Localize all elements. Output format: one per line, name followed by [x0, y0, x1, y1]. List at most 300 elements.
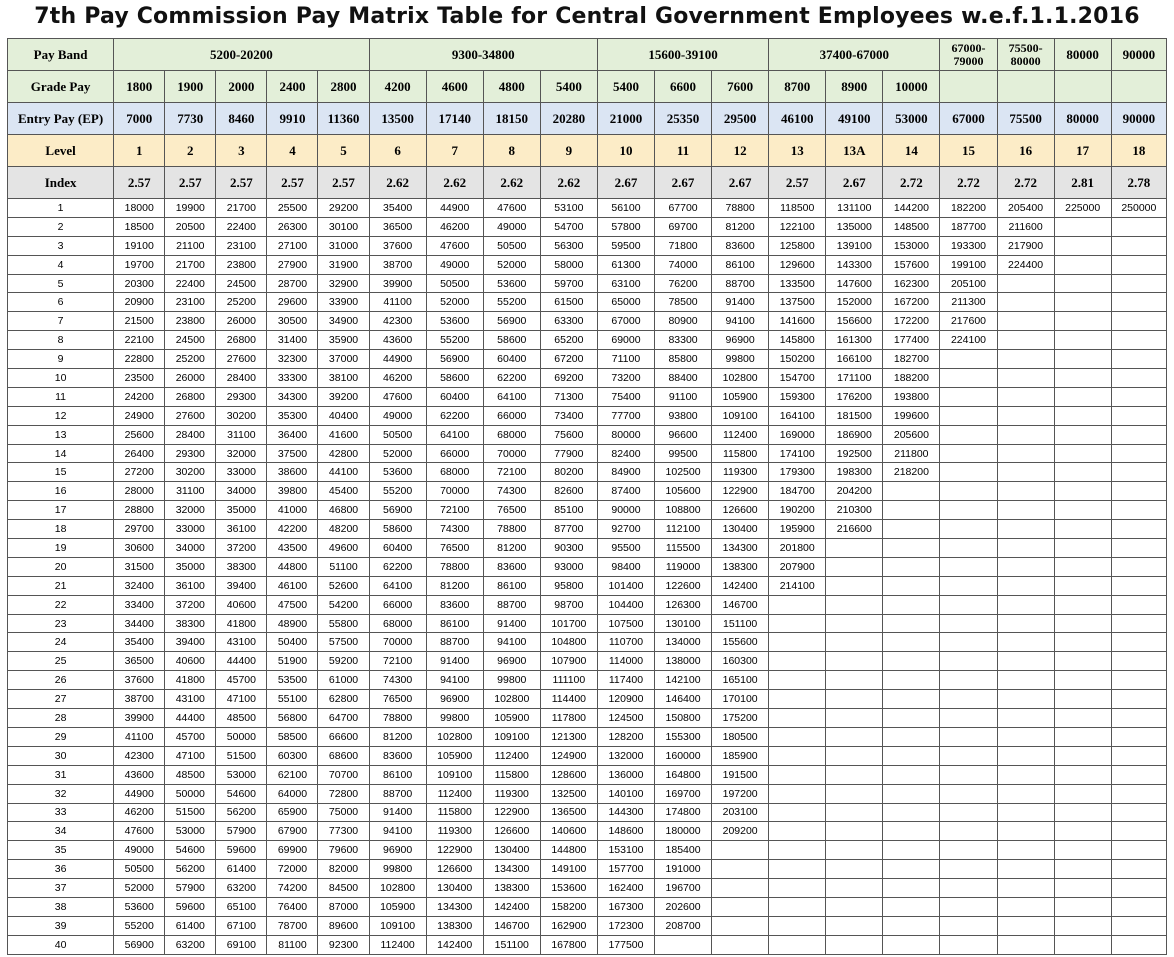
- pay-cell: 112400: [369, 935, 426, 954]
- pay-cell: 24500: [165, 331, 216, 350]
- pay-cell: 107500: [597, 614, 654, 633]
- pay-cell: 44400: [165, 709, 216, 728]
- pay-cell: 19100: [114, 236, 165, 255]
- pay-cell: 210300: [826, 501, 883, 520]
- pay-cell: 34000: [216, 482, 267, 501]
- pay-cell: [883, 822, 940, 841]
- pay-cell: 59700: [540, 274, 597, 293]
- pay-cell: 26400: [114, 444, 165, 463]
- pay-cell: [1111, 690, 1166, 709]
- pay-cell: 21700: [165, 255, 216, 274]
- pay-cell: [712, 916, 769, 935]
- grade-pay-row: [8, 71, 1167, 103]
- pay-cell: [1054, 255, 1111, 274]
- pay-cell: [883, 614, 940, 633]
- pay-cell: 44400: [216, 652, 267, 671]
- pay-cell: 99800: [712, 350, 769, 369]
- pay-cell: [997, 935, 1054, 954]
- pay-cell: 18500: [114, 217, 165, 236]
- table-row: [8, 387, 1167, 406]
- pay-cell: 36500: [114, 652, 165, 671]
- pay-cell: [769, 652, 826, 671]
- pay-cell: [1111, 822, 1166, 841]
- pay-cell: [997, 595, 1054, 614]
- pay-cell: 28700: [267, 274, 318, 293]
- pay-cell: 198300: [826, 463, 883, 482]
- pay-cell: 46200: [114, 803, 165, 822]
- pay-cell: 63100: [597, 274, 654, 293]
- pay-cell: [769, 727, 826, 746]
- pay-cell: 50000: [216, 727, 267, 746]
- level-cell: 8: [483, 135, 540, 167]
- pay-cell: 122900: [426, 841, 483, 860]
- table-row: [8, 312, 1167, 331]
- pay-cell: 92300: [318, 935, 369, 954]
- entry-pay-cell: 67000: [940, 103, 997, 135]
- pay-cell: 21700: [216, 199, 267, 218]
- pay-cell: 95800: [540, 576, 597, 595]
- pay-cell: 24500: [216, 274, 267, 293]
- pay-cell: 22100: [114, 331, 165, 350]
- pay-cell: 50400: [267, 633, 318, 652]
- pay-cell: 31400: [267, 331, 318, 350]
- pay-cell: 115800: [483, 765, 540, 784]
- stage-cell: 3: [8, 236, 114, 255]
- pay-cell: 39800: [267, 482, 318, 501]
- pay-cell: 72100: [369, 652, 426, 671]
- pay-cell: 76400: [267, 897, 318, 916]
- pay-cell: 25500: [267, 199, 318, 218]
- pay-cell: [883, 879, 940, 898]
- pay-cell: 47600: [369, 387, 426, 406]
- index-cell: 2.57: [216, 167, 267, 199]
- pay-cell: [1054, 539, 1111, 558]
- level-cell: 2: [165, 135, 216, 167]
- pay-cell: [769, 879, 826, 898]
- entry-pay-cell: 46100: [769, 103, 826, 135]
- level-cell: 10: [597, 135, 654, 167]
- level-cell: 11: [655, 135, 712, 167]
- stage-cell: 15: [8, 463, 114, 482]
- pay-cell: 52000: [114, 879, 165, 898]
- pay-cell: 138000: [655, 652, 712, 671]
- pay-cell: 51500: [216, 746, 267, 765]
- index-cell: 2.62: [369, 167, 426, 199]
- pay-cell: 25200: [216, 293, 267, 312]
- pay-cell: 61300: [597, 255, 654, 274]
- pay-cell: 75000: [318, 803, 369, 822]
- pay-cell: 47100: [216, 690, 267, 709]
- pay-cell: 56300: [540, 236, 597, 255]
- pay-cell: [883, 746, 940, 765]
- pay-cell: 62200: [483, 369, 540, 388]
- pay-cell: 142400: [712, 576, 769, 595]
- pay-cell: [883, 539, 940, 558]
- pay-cell: 167800: [540, 935, 597, 954]
- pay-cell: 144300: [597, 803, 654, 822]
- pay-cell: 57900: [216, 822, 267, 841]
- table-row: [8, 199, 1167, 218]
- pay-cell: [883, 482, 940, 501]
- table-row: [8, 557, 1167, 576]
- pay-cell: 115800: [712, 444, 769, 463]
- pay-cell: 35000: [216, 501, 267, 520]
- pay-cell: [997, 274, 1054, 293]
- pay-cell: 60300: [267, 746, 318, 765]
- pay-cell: 50500: [483, 236, 540, 255]
- stage-cell: 24: [8, 633, 114, 652]
- grade-pay-cell: 10000: [883, 71, 940, 103]
- pay-cell: 78800: [426, 557, 483, 576]
- pay-cell: 53600: [483, 274, 540, 293]
- entry-pay-cell: 25350: [655, 103, 712, 135]
- pay-cell: 166100: [826, 350, 883, 369]
- pay-cell: [1111, 595, 1166, 614]
- pay-cell: 33300: [267, 369, 318, 388]
- pay-cell: 24900: [114, 406, 165, 425]
- pay-cell: 120900: [597, 690, 654, 709]
- pay-cell: 142400: [483, 897, 540, 916]
- pay-cell: 134300: [426, 897, 483, 916]
- pay-cell: 44900: [114, 784, 165, 803]
- pay-cell: 122100: [769, 217, 826, 236]
- pay-cell: 31100: [165, 482, 216, 501]
- pay-cell: 19900: [165, 199, 216, 218]
- grade-pay-cell: 8900: [826, 71, 883, 103]
- pay-cell: 102800: [426, 727, 483, 746]
- pay-cell: 109100: [712, 406, 769, 425]
- pay-cell: [769, 897, 826, 916]
- pay-cell: [997, 841, 1054, 860]
- pay-cell: 56200: [216, 803, 267, 822]
- pay-cell: [1054, 482, 1111, 501]
- pay-cell: 77300: [318, 822, 369, 841]
- pay-cell: 188200: [883, 369, 940, 388]
- table-row: [8, 425, 1167, 444]
- pay-cell: [883, 860, 940, 879]
- pay-cell: 105600: [655, 482, 712, 501]
- pay-cell: 112100: [655, 520, 712, 539]
- pay-cell: [826, 671, 883, 690]
- pay-cell: 51500: [165, 803, 216, 822]
- level-cell: 15: [940, 135, 997, 167]
- pay-cell: 24200: [114, 387, 165, 406]
- pay-cell: 102800: [483, 690, 540, 709]
- pay-band-cell: 5200-20200: [114, 39, 369, 71]
- table-row: [8, 841, 1167, 860]
- pay-cell: 132000: [597, 746, 654, 765]
- pay-cell: 37500: [267, 444, 318, 463]
- pay-cell: 29600: [267, 293, 318, 312]
- index-cell: 2.57: [267, 167, 318, 199]
- pay-cell: 159300: [769, 387, 826, 406]
- pay-cell: [940, 387, 997, 406]
- pay-cell: 69200: [540, 369, 597, 388]
- pay-cell: 162900: [540, 916, 597, 935]
- pay-cell: 96900: [426, 690, 483, 709]
- pay-cell: 57800: [597, 217, 654, 236]
- pay-cell: 86100: [712, 255, 769, 274]
- pay-band-cell: 75500-80000: [997, 39, 1054, 71]
- stage-cell: 35: [8, 841, 114, 860]
- pay-cell: [1111, 539, 1166, 558]
- pay-cell: [1054, 217, 1111, 236]
- pay-cell: [1054, 822, 1111, 841]
- pay-cell: [997, 369, 1054, 388]
- pay-cell: 182200: [940, 199, 997, 218]
- pay-cell: 205400: [997, 199, 1054, 218]
- pay-cell: [1111, 746, 1166, 765]
- pay-cell: 57500: [318, 633, 369, 652]
- pay-cell: 171100: [826, 369, 883, 388]
- pay-cell: 62200: [369, 557, 426, 576]
- pay-cell: 34300: [267, 387, 318, 406]
- pay-cell: 151100: [483, 935, 540, 954]
- pay-cell: 164800: [655, 765, 712, 784]
- pay-cell: 98400: [597, 557, 654, 576]
- pay-cell: 29300: [216, 387, 267, 406]
- pay-cell: 54600: [216, 784, 267, 803]
- pay-cell: 38700: [369, 255, 426, 274]
- pay-cell: 112400: [426, 784, 483, 803]
- pay-cell: [940, 463, 997, 482]
- pay-cell: 59600: [165, 897, 216, 916]
- pay-cell: 195900: [769, 520, 826, 539]
- pay-cell: [826, 935, 883, 954]
- pay-cell: [940, 709, 997, 728]
- pay-cell: 186900: [826, 425, 883, 444]
- stage-cell: 13: [8, 425, 114, 444]
- pay-cell: 28400: [165, 425, 216, 444]
- pay-cell: 207900: [769, 557, 826, 576]
- pay-cell: 138300: [483, 879, 540, 898]
- level-cell: 9: [540, 135, 597, 167]
- pay-cell: [769, 633, 826, 652]
- pay-cell: 208700: [655, 916, 712, 935]
- pay-cell: 32400: [114, 576, 165, 595]
- pay-cell: 122600: [655, 576, 712, 595]
- pay-cell: 86100: [483, 576, 540, 595]
- entry-pay-cell: 75500: [997, 103, 1054, 135]
- pay-cell: [940, 897, 997, 916]
- pay-cell: [997, 312, 1054, 331]
- pay-cell: 76200: [655, 274, 712, 293]
- pay-cell: 41800: [216, 614, 267, 633]
- pay-cell: [940, 765, 997, 784]
- pay-cell: 52000: [483, 255, 540, 274]
- pay-cell: 224400: [997, 255, 1054, 274]
- pay-cell: 105900: [369, 897, 426, 916]
- pay-cell: [940, 557, 997, 576]
- pay-cell: 88700: [712, 274, 769, 293]
- pay-cell: [1111, 935, 1166, 954]
- pay-cell: [940, 369, 997, 388]
- pay-cell: 80000: [597, 425, 654, 444]
- pay-cell: 23500: [114, 369, 165, 388]
- pay-cell: 65000: [597, 293, 654, 312]
- pay-cell: 41800: [165, 671, 216, 690]
- stage-cell: 4: [8, 255, 114, 274]
- pay-cell: 124500: [597, 709, 654, 728]
- pay-cell: 150800: [655, 709, 712, 728]
- pay-cell: 133500: [769, 274, 826, 293]
- pay-cell: 148600: [597, 822, 654, 841]
- stage-cell: 28: [8, 709, 114, 728]
- pay-cell: 205600: [883, 425, 940, 444]
- pay-cell: 148500: [883, 217, 940, 236]
- pay-cell: [1054, 803, 1111, 822]
- pay-cell: 124900: [540, 746, 597, 765]
- pay-cell: 26300: [267, 217, 318, 236]
- pay-cell: 153100: [597, 841, 654, 860]
- pay-cell: 119300: [483, 784, 540, 803]
- pay-cell: 94100: [369, 822, 426, 841]
- pay-cell: 90000: [597, 501, 654, 520]
- pay-cell: [1054, 765, 1111, 784]
- table-row: [8, 614, 1167, 633]
- pay-cell: 72100: [483, 463, 540, 482]
- pay-cell: [712, 841, 769, 860]
- pay-cell: 161300: [826, 331, 883, 350]
- pay-cell: 45700: [216, 671, 267, 690]
- pay-cell: 70700: [318, 765, 369, 784]
- table-row: [8, 595, 1167, 614]
- pay-cell: 111100: [540, 671, 597, 690]
- pay-cell: 84900: [597, 463, 654, 482]
- pay-cell: [883, 727, 940, 746]
- pay-cell: 47600: [483, 199, 540, 218]
- pay-cell: 46800: [318, 501, 369, 520]
- pay-cell: [1111, 765, 1166, 784]
- pay-cell: [1111, 482, 1166, 501]
- pay-cell: 81200: [426, 576, 483, 595]
- pay-cell: [826, 614, 883, 633]
- pay-cell: [940, 539, 997, 558]
- table-row: [8, 765, 1167, 784]
- entry-pay-cell: 29500: [712, 103, 769, 135]
- pay-cell: 36100: [165, 576, 216, 595]
- pay-cell: 66000: [369, 595, 426, 614]
- pay-cell: 211300: [940, 293, 997, 312]
- pay-cell: [940, 916, 997, 935]
- table-row: [8, 350, 1167, 369]
- pay-cell: [1054, 576, 1111, 595]
- pay-cell: 250000: [1111, 199, 1166, 218]
- pay-cell: [655, 935, 712, 954]
- pay-cell: 69000: [597, 331, 654, 350]
- pay-cell: 68000: [483, 425, 540, 444]
- pay-cell: 74300: [483, 482, 540, 501]
- pay-cell: [826, 595, 883, 614]
- stage-cell: 12: [8, 406, 114, 425]
- pay-cell: [826, 860, 883, 879]
- pay-cell: 79600: [318, 841, 369, 860]
- pay-band-cell: 37400-67000: [769, 39, 940, 71]
- pay-cell: 115800: [426, 803, 483, 822]
- pay-cell: 68600: [318, 746, 369, 765]
- pay-cell: 75400: [597, 387, 654, 406]
- pay-cell: 167300: [597, 897, 654, 916]
- pay-cell: [940, 671, 997, 690]
- pay-cell: 180000: [655, 822, 712, 841]
- pay-cell: 38100: [318, 369, 369, 388]
- pay-cell: [883, 916, 940, 935]
- pay-cell: 44800: [267, 557, 318, 576]
- pay-cell: 85800: [655, 350, 712, 369]
- pay-cell: 53500: [267, 671, 318, 690]
- pay-cell: 74300: [369, 671, 426, 690]
- pay-cell: 47600: [426, 236, 483, 255]
- pay-cell: 54200: [318, 595, 369, 614]
- pay-cell: [1054, 841, 1111, 860]
- pay-cell: 38300: [165, 614, 216, 633]
- pay-cell: [1054, 897, 1111, 916]
- pay-cell: 23800: [216, 255, 267, 274]
- pay-cell: 180500: [712, 727, 769, 746]
- pay-cell: 36100: [216, 520, 267, 539]
- pay-cell: [997, 614, 1054, 633]
- pay-cell: 134000: [655, 633, 712, 652]
- pay-cell: 56900: [426, 350, 483, 369]
- pay-cell: [1111, 576, 1166, 595]
- pay-cell: 55100: [267, 690, 318, 709]
- pay-cell: [826, 897, 883, 916]
- pay-cell: [1054, 727, 1111, 746]
- pay-cell: 155300: [655, 727, 712, 746]
- pay-cell: [940, 444, 997, 463]
- pay-cell: 83600: [369, 746, 426, 765]
- grade-pay-cell: 5400: [540, 71, 597, 103]
- pay-cell: 153600: [540, 879, 597, 898]
- pay-cell: [1111, 425, 1166, 444]
- pay-cell: 157700: [597, 860, 654, 879]
- pay-cell: 94100: [426, 671, 483, 690]
- level-cell: 7: [426, 135, 483, 167]
- grade-pay-cell: 4600: [426, 71, 483, 103]
- pay-cell: 88700: [483, 595, 540, 614]
- pay-cell: [712, 897, 769, 916]
- stage-cell: 27: [8, 690, 114, 709]
- level-cell: 13: [769, 135, 826, 167]
- pay-cell: 152000: [826, 293, 883, 312]
- pay-cell: 27100: [267, 236, 318, 255]
- pay-cell: 134300: [712, 539, 769, 558]
- pay-cell: 105900: [426, 746, 483, 765]
- pay-band-cell: 15600-39100: [597, 39, 768, 71]
- table-row: [8, 784, 1167, 803]
- pay-cell: 41000: [267, 501, 318, 520]
- pay-cell: 104400: [597, 595, 654, 614]
- pay-cell: 174800: [655, 803, 712, 822]
- pay-cell: 104800: [540, 633, 597, 652]
- stage-cell: 6: [8, 293, 114, 312]
- index-cell: 2.57: [165, 167, 216, 199]
- pay-cell: 144800: [540, 841, 597, 860]
- pay-cell: 126600: [483, 822, 540, 841]
- grade-pay-header: Grade Pay: [8, 71, 114, 103]
- pay-cell: [1054, 350, 1111, 369]
- pay-cell: 43500: [267, 539, 318, 558]
- pay-cell: [997, 520, 1054, 539]
- pay-cell: 75600: [540, 425, 597, 444]
- grade-pay-cell: 2000: [216, 71, 267, 103]
- table-row: [8, 709, 1167, 728]
- pay-cell: [883, 897, 940, 916]
- pay-cell: 55200: [483, 293, 540, 312]
- pay-cell: 102500: [655, 463, 712, 482]
- pay-cell: [1111, 614, 1166, 633]
- pay-cell: 42300: [114, 746, 165, 765]
